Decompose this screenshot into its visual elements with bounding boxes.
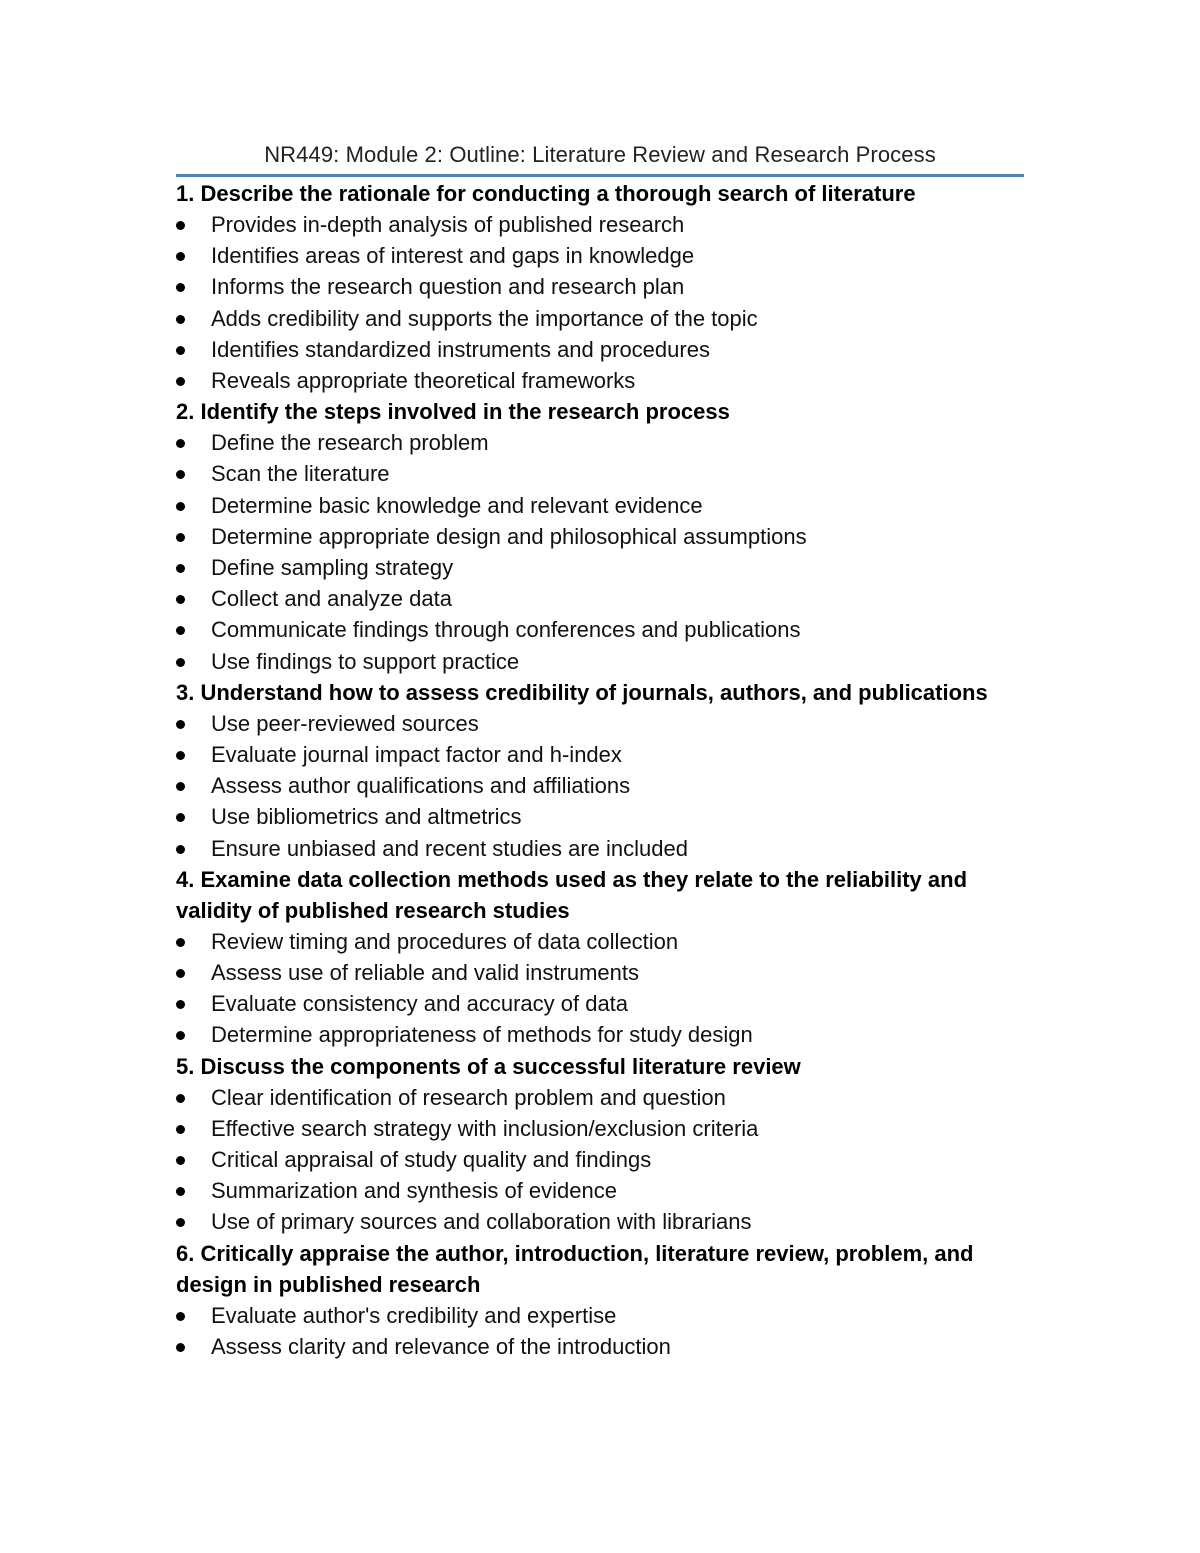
bullet-list-item — [176, 801, 1024, 832]
bullet-text: Evaluate journal impact factor and h-index — [211, 742, 622, 768]
outline-section-4 — [176, 864, 1024, 1051]
bullet-text: Review timing and procedures of data collection — [211, 928, 679, 954]
bullet-list-item — [176, 583, 1024, 614]
outline-section-1 — [176, 178, 1024, 396]
bullet-dot-icon — [176, 1312, 185, 1321]
bullet-text: Determine appropriate design and philosophical assumptions — [211, 523, 807, 549]
bullet-text: Critical appraisal of study quality and findings — [211, 1147, 652, 1173]
document-title: NR449: Module 2: Outline: Literature Review and Research Process — [264, 142, 936, 167]
bullet-text: Use findings to support practice — [211, 648, 520, 674]
section-heading: 2. Identify the steps involved in the research process — [176, 399, 730, 425]
outline-sections — [176, 178, 1024, 1362]
bullet-dot-icon — [176, 751, 185, 760]
bullet-list-item — [176, 957, 1024, 988]
bullet-dot-icon — [176, 1343, 185, 1352]
bullet-dot-icon — [176, 470, 185, 479]
outline-section-3 — [176, 677, 1024, 864]
bullet-text: Collect and analyze data — [211, 586, 452, 612]
bullet-list-item — [176, 833, 1024, 864]
bullet-text: Informs the research question and research plan — [211, 274, 685, 300]
bullet-list — [176, 1082, 1024, 1238]
bullet-dot-icon — [176, 377, 185, 386]
bullet-list-item — [176, 303, 1024, 334]
outline-section-6 — [176, 1238, 1024, 1362]
bullet-list-item — [176, 334, 1024, 365]
outline-section-2 — [176, 396, 1024, 677]
bullet-list-item — [176, 1331, 1024, 1362]
bullet-dot-icon — [176, 346, 185, 355]
bullet-text: Reveals appropriate theoretical frameworks — [211, 368, 636, 394]
bullet-text: Use bibliometrics and altmetrics — [211, 804, 522, 830]
bullet-text: Summarization and synthesis of evidence — [211, 1178, 617, 1204]
bullet-dot-icon — [176, 1125, 185, 1134]
bullet-text: Assess clarity and relevance of the introduction — [211, 1333, 671, 1359]
bullet-text: Effective search strategy with inclusion/exclusion criteria — [211, 1115, 759, 1141]
bullet-text: Assess use of reliable and valid instruments — [211, 960, 639, 986]
outline-section-5 — [176, 1051, 1024, 1238]
bullet-dot-icon — [176, 938, 185, 947]
bullet-list-item — [176, 988, 1024, 1019]
bullet-dot-icon — [176, 1156, 185, 1165]
bullet-text: Define sampling strategy — [211, 555, 454, 581]
bullet-dot-icon — [176, 626, 185, 635]
bullet-text: Use of primary sources and collaboration with librarians — [211, 1209, 752, 1235]
bullet-list-item — [176, 1175, 1024, 1206]
bullet-dot-icon — [176, 845, 185, 854]
bullet-dot-icon — [176, 1218, 185, 1227]
bullet-list-item — [176, 1144, 1024, 1175]
bullet-list-item — [176, 1300, 1024, 1331]
bullet-list-item — [176, 271, 1024, 302]
section-heading: 1. Describe the rationale for conducting a thorough search of literature — [176, 181, 916, 206]
section-heading: 6. Critically appraise the author, introduction, literature review, problem, and design in published research — [176, 1240, 974, 1297]
bullet-list-item — [176, 770, 1024, 801]
bullet-text: Evaluate consistency and accuracy of data — [211, 991, 629, 1017]
bullet-list — [176, 926, 1024, 1051]
bullet-list — [176, 209, 1024, 396]
bullet-dot-icon — [176, 813, 185, 822]
bullet-text: Clear identification of research problem and question — [211, 1084, 726, 1110]
bullet-list-item — [176, 739, 1024, 770]
bullet-dot-icon — [176, 1094, 185, 1103]
bullet-list-item — [176, 458, 1024, 489]
bullet-dot-icon — [176, 1031, 185, 1040]
bullet-list-item — [176, 427, 1024, 458]
bullet-dot-icon — [176, 252, 185, 261]
bullet-dot-icon — [176, 969, 185, 978]
bullet-list-item — [176, 1113, 1024, 1144]
bullet-list-item — [176, 552, 1024, 583]
bullet-dot-icon — [176, 1187, 185, 1196]
bullet-dot-icon — [176, 564, 185, 573]
bullet-list — [176, 427, 1024, 677]
bullet-list-item — [176, 614, 1024, 645]
bullet-list-item — [176, 646, 1024, 677]
bullet-list — [176, 1300, 1024, 1362]
bullet-list-item — [176, 209, 1024, 240]
bullet-list-item — [176, 365, 1024, 396]
bullet-dot-icon — [176, 720, 185, 729]
bullet-text: Define the research problem — [211, 430, 489, 456]
bullet-dot-icon — [176, 439, 185, 448]
bullet-list-item — [176, 240, 1024, 271]
bullet-text: Identifies standardized instruments and procedures — [211, 336, 710, 362]
bullet-dot-icon — [176, 782, 185, 791]
document-page — [176, 138, 1024, 1362]
bullet-list-item — [176, 521, 1024, 552]
bullet-list-item — [176, 708, 1024, 739]
bullet-list-item — [176, 1019, 1024, 1050]
bullet-text: Identifies areas of interest and gaps in knowledge — [211, 243, 695, 269]
bullet-list-item — [176, 1206, 1024, 1237]
bullet-text: Adds credibility and supports the importance of the topic — [211, 305, 758, 331]
section-heading: 5. Discuss the components of a successful literature review — [176, 1053, 801, 1079]
bullet-text: Evaluate author's credibility and expertise — [211, 1302, 617, 1328]
bullet-dot-icon — [176, 502, 185, 511]
section-heading: 3. Understand how to assess credibility of journals, authors, and publications — [176, 679, 988, 705]
bullet-text: Use peer-reviewed sources — [211, 710, 479, 736]
bullet-dot-icon — [176, 595, 185, 604]
bullet-text: Communicate findings through conferences and publications — [211, 617, 801, 643]
bullet-dot-icon — [176, 283, 185, 292]
title-underline-rule — [176, 174, 1024, 177]
bullet-dot-icon — [176, 658, 185, 667]
bullet-dot-icon — [176, 315, 185, 324]
bullet-list — [176, 708, 1024, 864]
bullet-text: Provides in-depth analysis of published research — [211, 212, 685, 237]
bullet-text: Scan the literature — [211, 461, 390, 487]
bullet-dot-icon — [176, 1000, 185, 1009]
bullet-text: Determine basic knowledge and relevant evidence — [211, 492, 703, 518]
bullet-dot-icon — [176, 221, 185, 230]
bullet-text: Determine appropriateness of methods for study design — [211, 1022, 753, 1048]
bullet-text: Ensure unbiased and recent studies are included — [211, 835, 688, 861]
bullet-text: Assess author qualifications and affiliations — [211, 773, 631, 799]
bullet-list-item — [176, 926, 1024, 957]
bullet-dot-icon — [176, 533, 185, 542]
section-heading: 4. Examine data collection methods used as they relate to the reliability and validity of published research studies — [176, 866, 968, 923]
bullet-list-item — [176, 1082, 1024, 1113]
bullet-list-item — [176, 490, 1024, 521]
